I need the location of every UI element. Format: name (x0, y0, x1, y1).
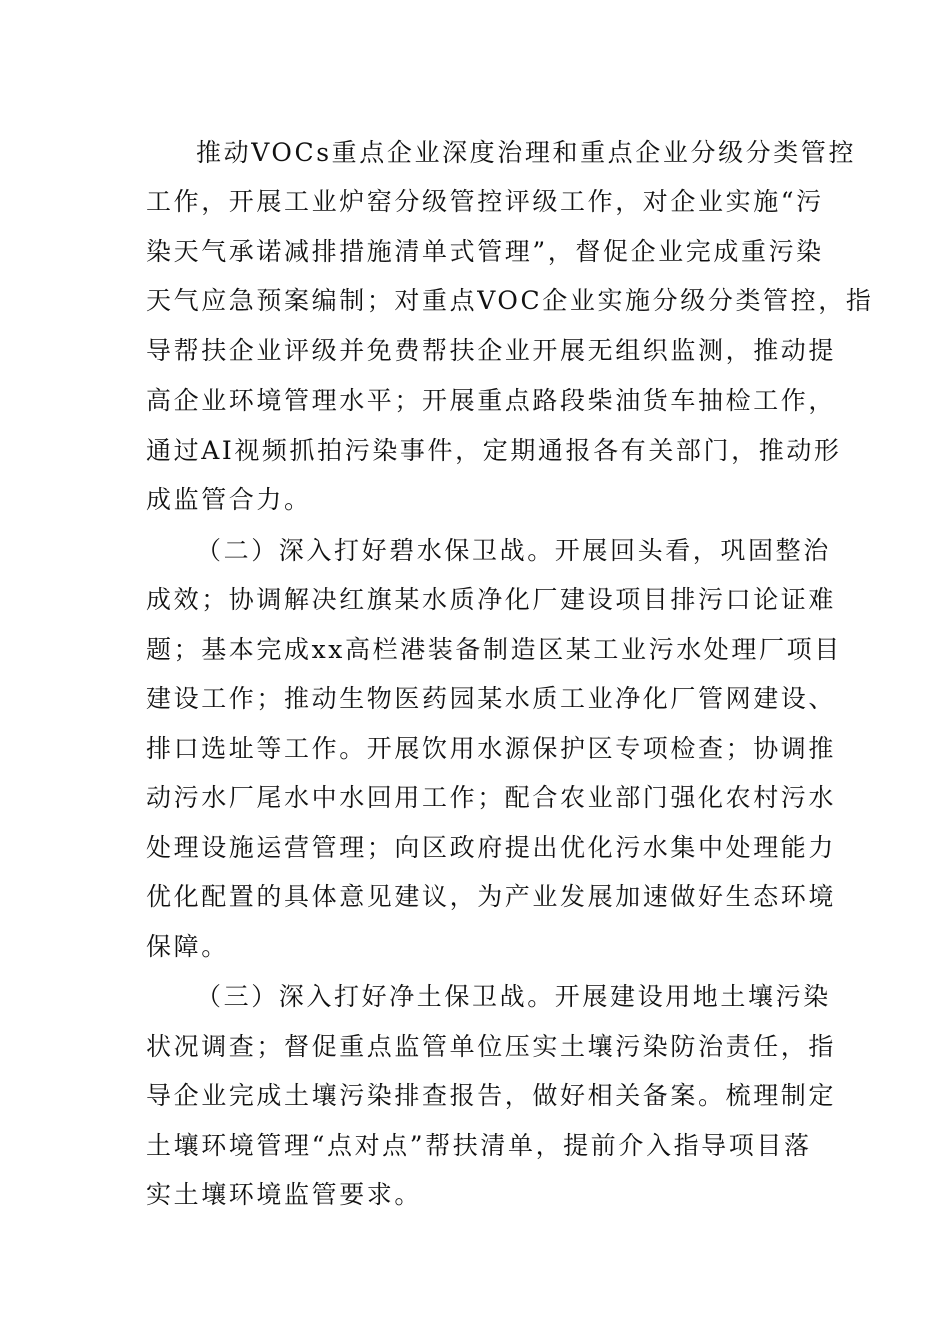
paragraph-line: 推动VOCs重点企业深度治理和重点企业分级分类管控 (196, 138, 857, 167)
section-heading-line: （二）深入打好碧水保卫战。开展回头看，巩固整治 (196, 536, 831, 565)
paragraph-line: 状况调查；督促重点监管单位压实土壤污染防治责任，指 (146, 1032, 837, 1061)
paragraph-line: 实土壤环境监管要求。 (146, 1180, 423, 1209)
paragraph-line: 土壤环境管理“点对点”帮扶清单，提前介入指导项目落 (146, 1131, 812, 1160)
paragraph-line: 高企业环境管理水平；开展重点路段柴油货车抽检工作， (146, 386, 837, 415)
paragraph-line: 导企业完成土壤污染排查报告，做好相关备案。梳理制定 (146, 1081, 837, 1110)
paragraph-line: 导帮扶企业评级并免费帮扶企业开展无组织监测，推动提 (146, 336, 837, 365)
paragraph-line: 工作，开展工业炉窑分级管控评级工作，对企业实施“污 (146, 187, 824, 216)
paragraph-line: 保障。 (146, 932, 229, 961)
section-heading-line: （三）深入打好净土保卫战。开展建设用地土壤污染 (196, 982, 831, 1011)
paragraph-line: 染天气承诺减排措施清单式管理”，督促企业完成重污染 (146, 237, 824, 266)
paragraph-line: 通过AI视频抓拍污染事件，定期通报各有关部门，推动形 (146, 436, 842, 465)
paragraph-line: 处理设施运营管理；向区政府提出优化污水集中处理能力 (146, 833, 837, 862)
paragraph-line: 排口选址等工作。开展饮用水源保护区专项检查；协调推 (146, 734, 837, 763)
paragraph-line: 天气应急预案编制；对重点VOC企业实施分级分类管控，指 (146, 286, 874, 315)
paragraph-line: 动污水厂尾水中水回用工作；配合农业部门强化农村污水 (146, 783, 837, 812)
paragraph-line: 题；基本完成xx高栏港装备制造区某工业污水处理厂项目 (146, 635, 842, 664)
paragraph-line: 成效；协调解决红旗某水质净化厂建设项目排污口论证难 (146, 585, 837, 614)
paragraph-line: 优化配置的具体意见建议，为产业发展加速做好生态环境 (146, 882, 837, 911)
paragraph-line: 成监管合力。 (146, 485, 312, 514)
paragraph-line: 建设工作；推动生物医药园某水质工业净化厂管网建设、 (146, 684, 837, 713)
